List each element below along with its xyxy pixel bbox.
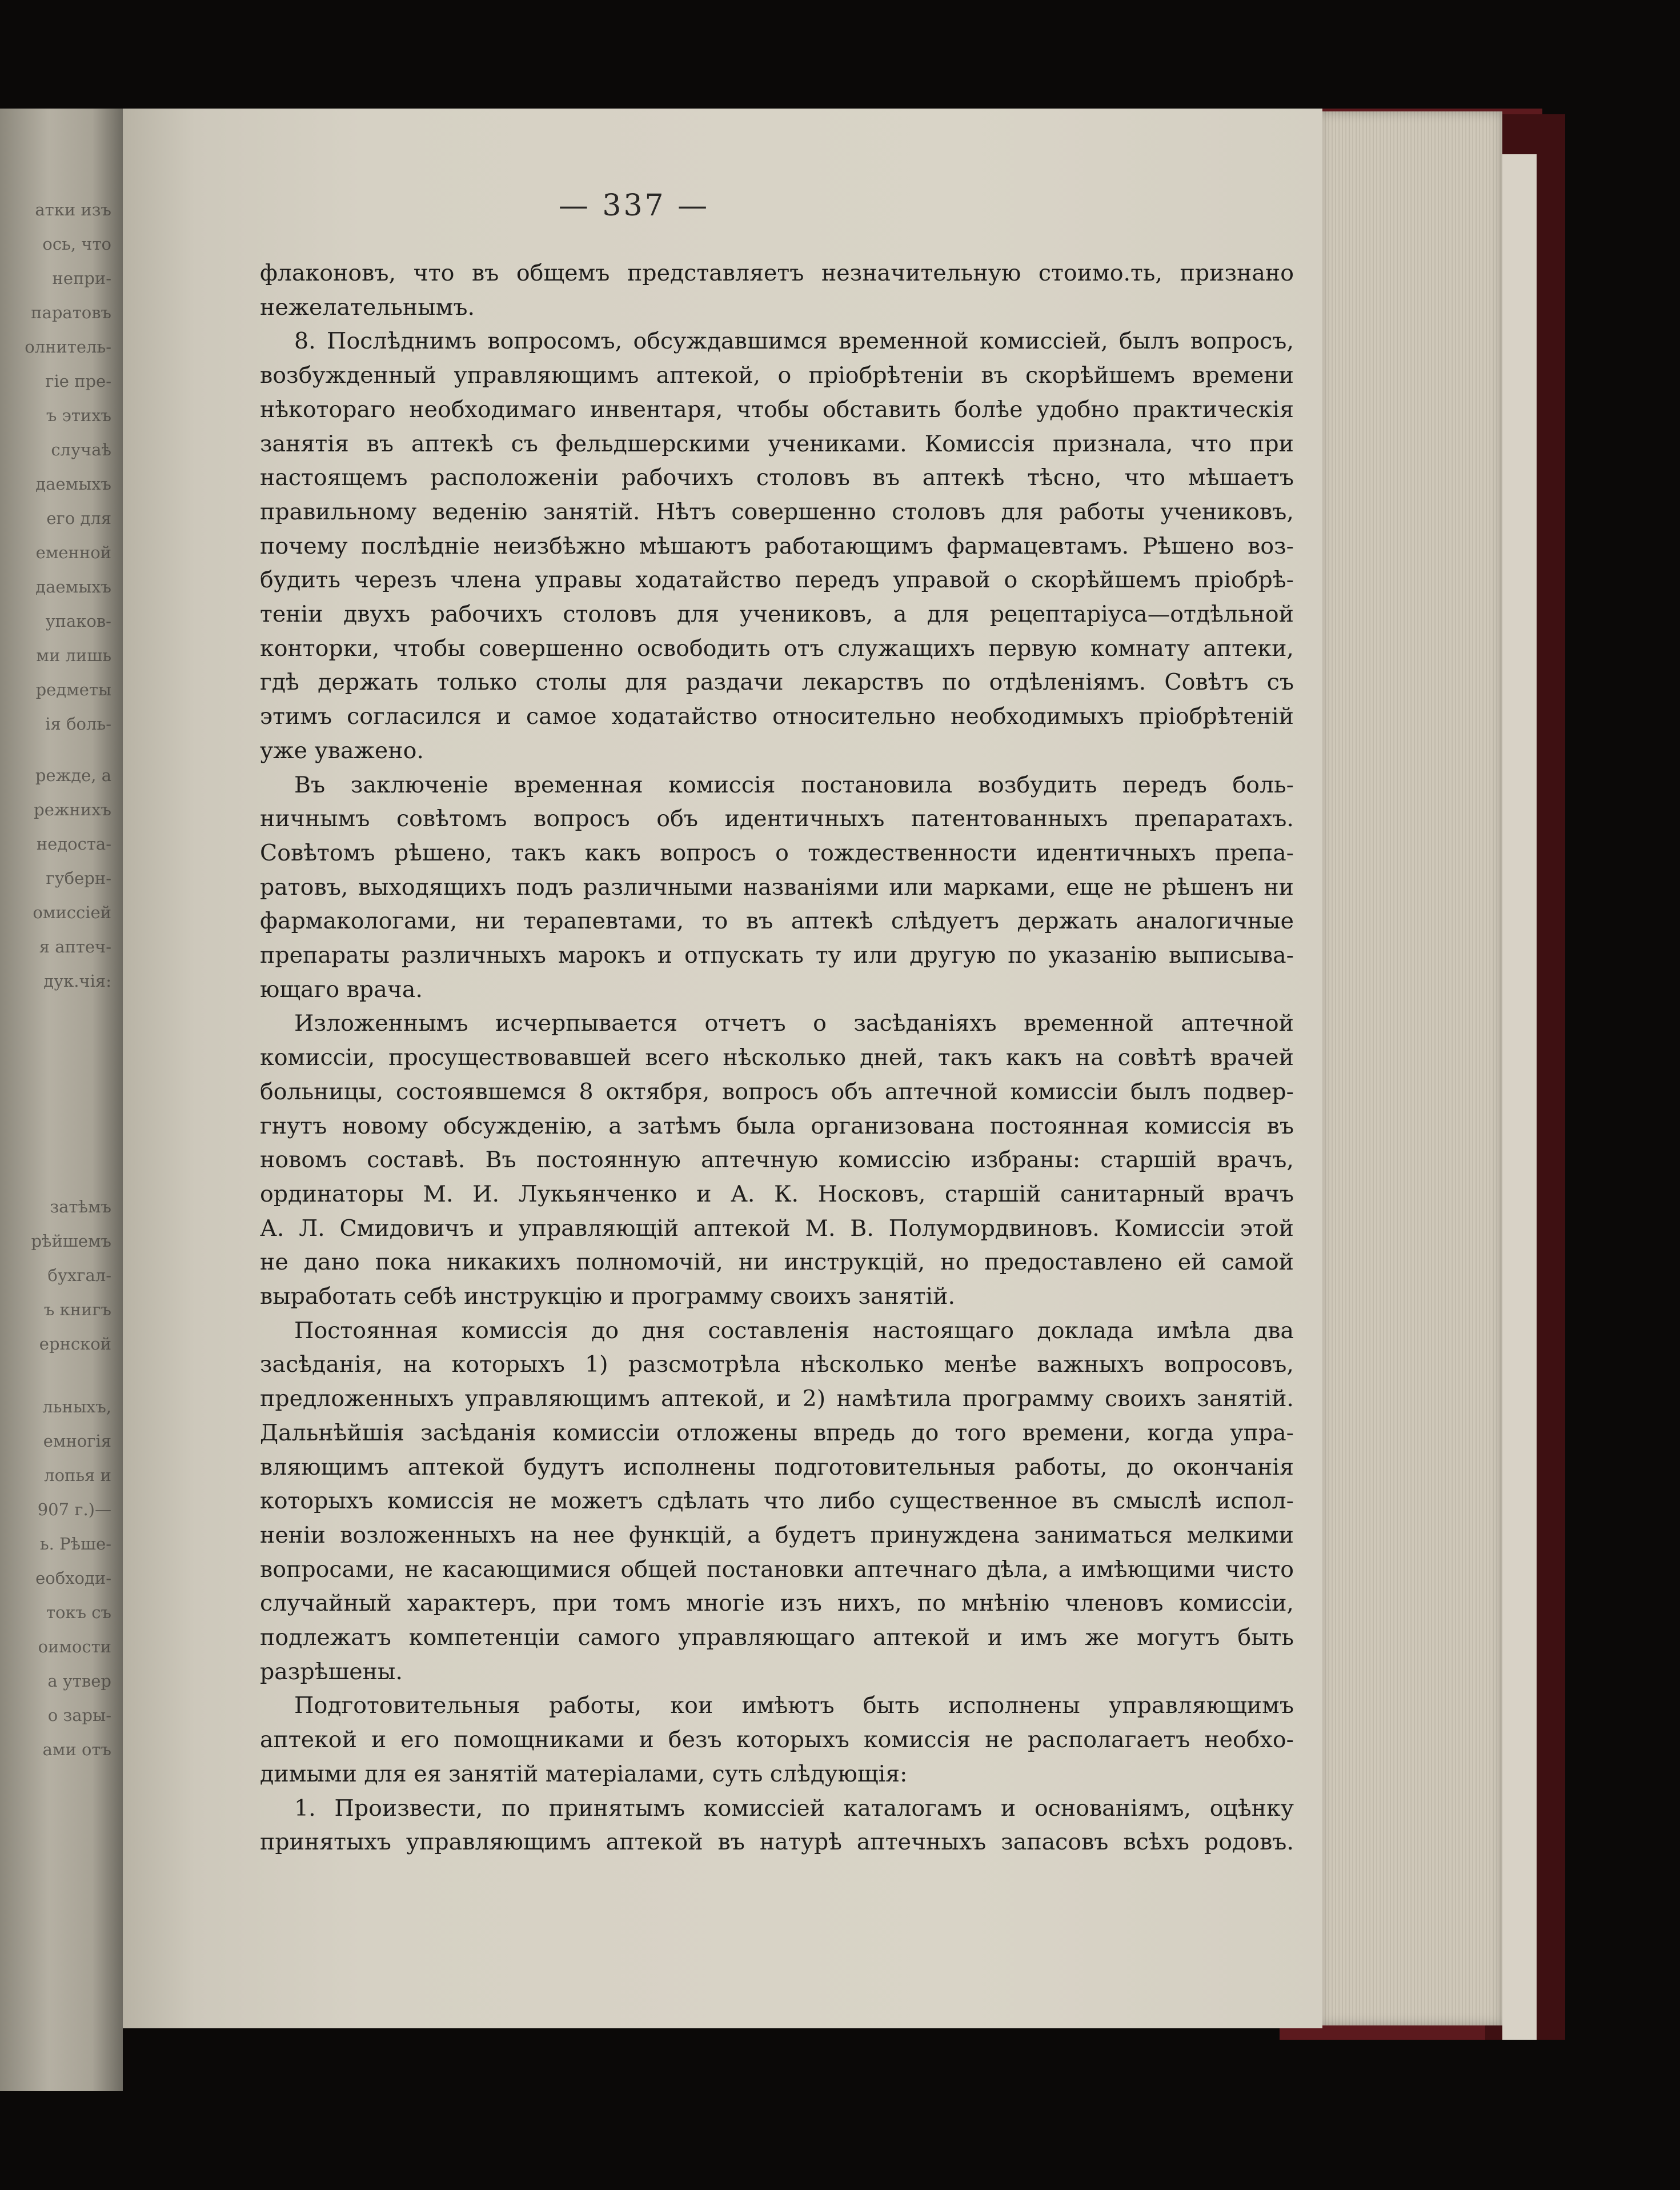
left-page-fragment: ами отъ — [42, 1740, 111, 1759]
left-page-fragment: дук.чія: — [43, 971, 111, 991]
left-page-fragment: даемыхъ — [35, 474, 111, 494]
page-number: — 337 — — [558, 189, 710, 223]
left-page-fragment: его для — [46, 509, 111, 528]
text-line: выработать себѣ инструкцію и программу своихъ занятій. — [260, 1283, 956, 1310]
text-line: ратовъ, выходящихъ подъ различными названіями или марками, еще не рѣшенъ ни — [260, 874, 1294, 900]
text-line: конторки, чтобы совершенно освободить отъ служащихъ первую комнату аптеки, — [260, 635, 1294, 662]
left-page-fragment: ми лишь — [36, 646, 111, 665]
text-line: ничнымъ совѣтомъ вопросъ объ идентичныхъ патентованныхъ препаратахъ. — [260, 806, 1294, 832]
left-page-fragment: а утвер — [47, 1671, 111, 1691]
page-edges — [1320, 111, 1502, 2025]
left-page-fragment: губерн- — [46, 868, 111, 888]
left-page-fragment: паратовъ — [31, 303, 111, 322]
left-page-fragment: льныхъ, — [42, 1397, 111, 1416]
text-line: Дальнѣйшія засѣданія комиссіи отложены впредь до того времени, когда упра- — [260, 1419, 1294, 1446]
text-line: засѣданія, на которыхъ 1) разсмотрѣла нѣсколько менѣе важныхъ вопросовъ, — [260, 1351, 1294, 1378]
text-line: Совѣтомъ рѣшено, такъ какъ вопросъ о тождественности идентичныхъ препа- — [260, 839, 1294, 866]
text-line: препараты различныхъ марокъ и отпускать ту или другую по указанію выписыва- — [260, 942, 1294, 968]
text-line: предложенныхъ управляющимъ аптекой, и 2) намѣтила программу своихъ занятій. — [260, 1386, 1294, 1412]
text-line: А. Л. Смидовичъ и управляющій аптекой М. В. Полумордвиновъ. Комиссіи этой — [260, 1215, 1294, 1242]
text-line: 8. Послѣднимъ вопросомъ, обсуждавшимся временной комиссіей, былъ вопросъ, — [294, 328, 1294, 355]
text-line: димыми для ея занятій матеріалами, суть слѣдующія: — [260, 1760, 908, 1787]
text-line: нѣкотораго необходимаго инвентаря, чтобы обставить болѣе удобно практическія — [260, 396, 1294, 423]
text-line: занятія въ аптекѣ съ фельдшерскими учениками. Комиссія признала, что при — [260, 430, 1294, 457]
text-line: уже уважено. — [260, 737, 424, 764]
left-page-fragment: недоста- — [36, 834, 111, 854]
left-page — [0, 109, 123, 2091]
left-page-fragment: емногія — [43, 1431, 111, 1451]
text-line: не дано пока никакихъ полномочій, ни инструкцій, но предоставлено ей самой — [260, 1249, 1294, 1276]
left-page-fragment: о зары- — [47, 1705, 111, 1725]
text-line: которыхъ комиссія не можетъ сдѣлать что либо существенное въ смыслѣ испол- — [260, 1488, 1294, 1515]
left-page-fragment: лопья и — [44, 1466, 111, 1485]
text-line: возбужденный управляющимъ аптекой, о пріобрѣтеніи въ скорѣйшемъ времени — [260, 362, 1294, 389]
left-page-fragment: атки изъ — [35, 200, 111, 219]
left-page-fragment: гіе пре- — [45, 371, 111, 391]
left-page-fragment: еобходи- — [35, 1568, 111, 1588]
left-page-fragment: 907 г.)— — [37, 1500, 111, 1519]
text-line: принятыхъ управляющимъ аптекой въ натурѣ аптечныхъ запасовъ всѣхъ родовъ. — [260, 1829, 1294, 1856]
text-line: фармакологами, ни терапевтами, то въ аптекѣ слѣдуетъ держать аналогичные — [260, 908, 1294, 935]
text-line: подлежатъ компетенціи самого управляющаго аптекой и имъ же могутъ быть — [260, 1624, 1294, 1651]
left-page-fragment: омиссіей — [33, 903, 111, 922]
left-page-fragment: токъ съ — [46, 1603, 111, 1622]
left-page-fragment: режде, а — [35, 766, 111, 785]
left-page-fragment: ь. Рѣше- — [39, 1534, 111, 1554]
left-page-fragment: редметы — [35, 680, 111, 699]
text-line: теніи двухъ рабочихъ столовъ для учениковъ, а для рецептаріуса—отдѣльной — [260, 601, 1294, 627]
left-page-fragment: даемыхъ — [35, 577, 111, 596]
text-line: аптекой и его помощниками и безъ которыхъ комиссія не располагаетъ необхо- — [260, 1727, 1294, 1753]
text-line: случайный характеръ, при томъ многіе изъ нихъ, по мнѣнію членовъ комиссіи, — [260, 1590, 1294, 1617]
text-line: нежелательнымъ. — [260, 294, 475, 321]
text-line: 1. Произвести, по принятымъ комиссіей каталогамъ и основаніямъ, оцѣнку — [294, 1795, 1294, 1821]
text-line: новомъ составѣ. Въ постоянную аптечную комиссію избраны: старшій врачъ, — [260, 1147, 1294, 1174]
left-page-fragment: олнитель- — [25, 337, 111, 357]
text-line: Изложеннымъ исчерпывается отчетъ о засѣданіяхъ временной аптечной — [294, 1010, 1294, 1037]
text-line: гнутъ новому обсужденію, а затѣмъ была организована постоянная комиссія въ — [260, 1112, 1294, 1139]
text-line: больницы, состоявшемся 8 октября, вопросъ объ аптечной комиссіи былъ подвер- — [260, 1078, 1294, 1105]
left-page-fragment: случаѣ — [51, 440, 111, 459]
text-line: вляющимъ аптекой будутъ исполнены подготовительныя работы, до окончанія — [260, 1454, 1294, 1480]
text-line: флаконовъ, что въ общемъ представляетъ незначительную стоимо.ть, признано — [260, 260, 1294, 286]
text-line: неніи возложенныхъ на нее функцій, а будетъ принуждена заниматься мелкими — [260, 1522, 1294, 1548]
text-line: этимъ согласился и самое ходатайство относительно необходимыхъ пріобрѣтеній — [260, 703, 1294, 730]
text-line: ющаго врача. — [260, 976, 423, 1003]
left-page-fragment: непри- — [52, 269, 111, 288]
text-line: правильному веденію занятій. Нѣтъ совершенно столовъ для работы учениковъ, — [260, 498, 1294, 525]
text-line: Подготовительныя работы, кои имѣютъ быть исполнены управляющимъ — [294, 1692, 1294, 1719]
left-page-fragment: ернской — [39, 1334, 111, 1354]
left-page-fragment: оимости — [38, 1637, 111, 1656]
page-edges-outer — [1502, 154, 1537, 2040]
left-page-fragment: ія боль- — [45, 714, 111, 734]
left-page-fragment: рѣйшемъ — [31, 1231, 111, 1251]
text-line: разрѣшены. — [260, 1658, 403, 1685]
text-line: будить черезъ члена управы ходатайство передъ управой о скорѣйшемъ пріобрѣ- — [260, 567, 1294, 594]
left-page-fragment: я аптеч- — [39, 937, 111, 956]
text-line: вопросами, не касающимися общей постановки аптечнаго дѣла, а имѣющими чисто — [260, 1556, 1294, 1583]
left-page-fragment: еменной — [35, 543, 111, 562]
left-page-fragment: ъ этихъ — [46, 406, 111, 425]
right-page — [123, 109, 1322, 2028]
text-line: ординаторы М. И. Лукьянченко и А. К. Носковъ, старшій санитарный врачъ — [260, 1180, 1294, 1207]
text-line: комиссіи, просуществовавшей всего нѣсколько дней, такъ какъ на совѣтѣ врачей — [260, 1044, 1294, 1071]
left-page-fragment: упаков- — [45, 611, 111, 631]
left-page-fragment: ось, что — [42, 234, 111, 254]
text-line: Постоянная комиссія до дня составленія настоящаго доклада имѣла два — [294, 1317, 1294, 1344]
left-page-fragment: затѣмъ — [50, 1197, 111, 1216]
left-page-fragment: ъ книгъ — [43, 1300, 111, 1319]
text-line: Въ заключеніе временная комиссія постановила возбудить передъ боль- — [294, 771, 1294, 798]
text-line: гдѣ держать только столы для раздачи лекарствъ по отдѣленіямъ. Совѣтъ съ — [260, 669, 1294, 696]
text-line: настоящемъ расположеніи рабочихъ столовъ въ аптекѣ тѣсно, что мѣшаетъ — [260, 465, 1294, 491]
left-page-fragment: режнихъ — [34, 800, 111, 819]
text-line: почему послѣдніе неизбѣжно мѣшаютъ работающимъ фармацевтамъ. Рѣшено воз- — [260, 533, 1294, 559]
left-page-fragment: бухгал- — [47, 1266, 111, 1285]
